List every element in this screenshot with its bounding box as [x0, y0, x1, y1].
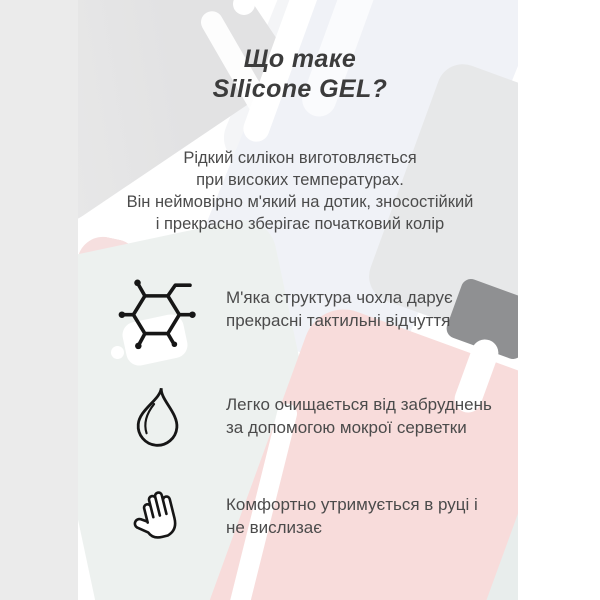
feature-text: [226, 493, 478, 539]
feature-line: Легко очищається від забруднень: [226, 395, 492, 414]
feature-row-soft-structure: [110, 268, 570, 350]
water-drop-icon: [110, 383, 206, 449]
page-title: [0, 44, 600, 104]
feature-row-easy-clean: [110, 383, 570, 449]
intro-line: і прекрасно зберігає початковий колір: [155, 215, 445, 233]
title-line-2: Silicone GEL?: [212, 75, 388, 103]
feature-text: [226, 286, 453, 332]
feature-line: не вислизає: [226, 518, 322, 537]
feature-row-good-grip: [110, 486, 570, 546]
intro-line: Він неймовірно м'який на дотик, зносостійкий: [126, 193, 474, 211]
intro-paragraph: [0, 147, 600, 235]
hand-icon: [110, 486, 206, 546]
feature-line: за допомогою мокрої серветки: [226, 418, 467, 437]
title-line-1: Що таке: [243, 45, 357, 73]
feature-line: М'яка структура чохла дарує: [226, 288, 453, 307]
feature-line: Комфортно утримується в руці і: [226, 495, 478, 514]
intro-line: при високих температурах.: [196, 171, 404, 189]
intro-line: Рідкий силікон виготовляється: [183, 149, 417, 167]
feature-line: прекрасні тактильні відчуття: [226, 311, 451, 330]
feature-text: [226, 393, 492, 439]
molecule-icon: [110, 268, 206, 350]
